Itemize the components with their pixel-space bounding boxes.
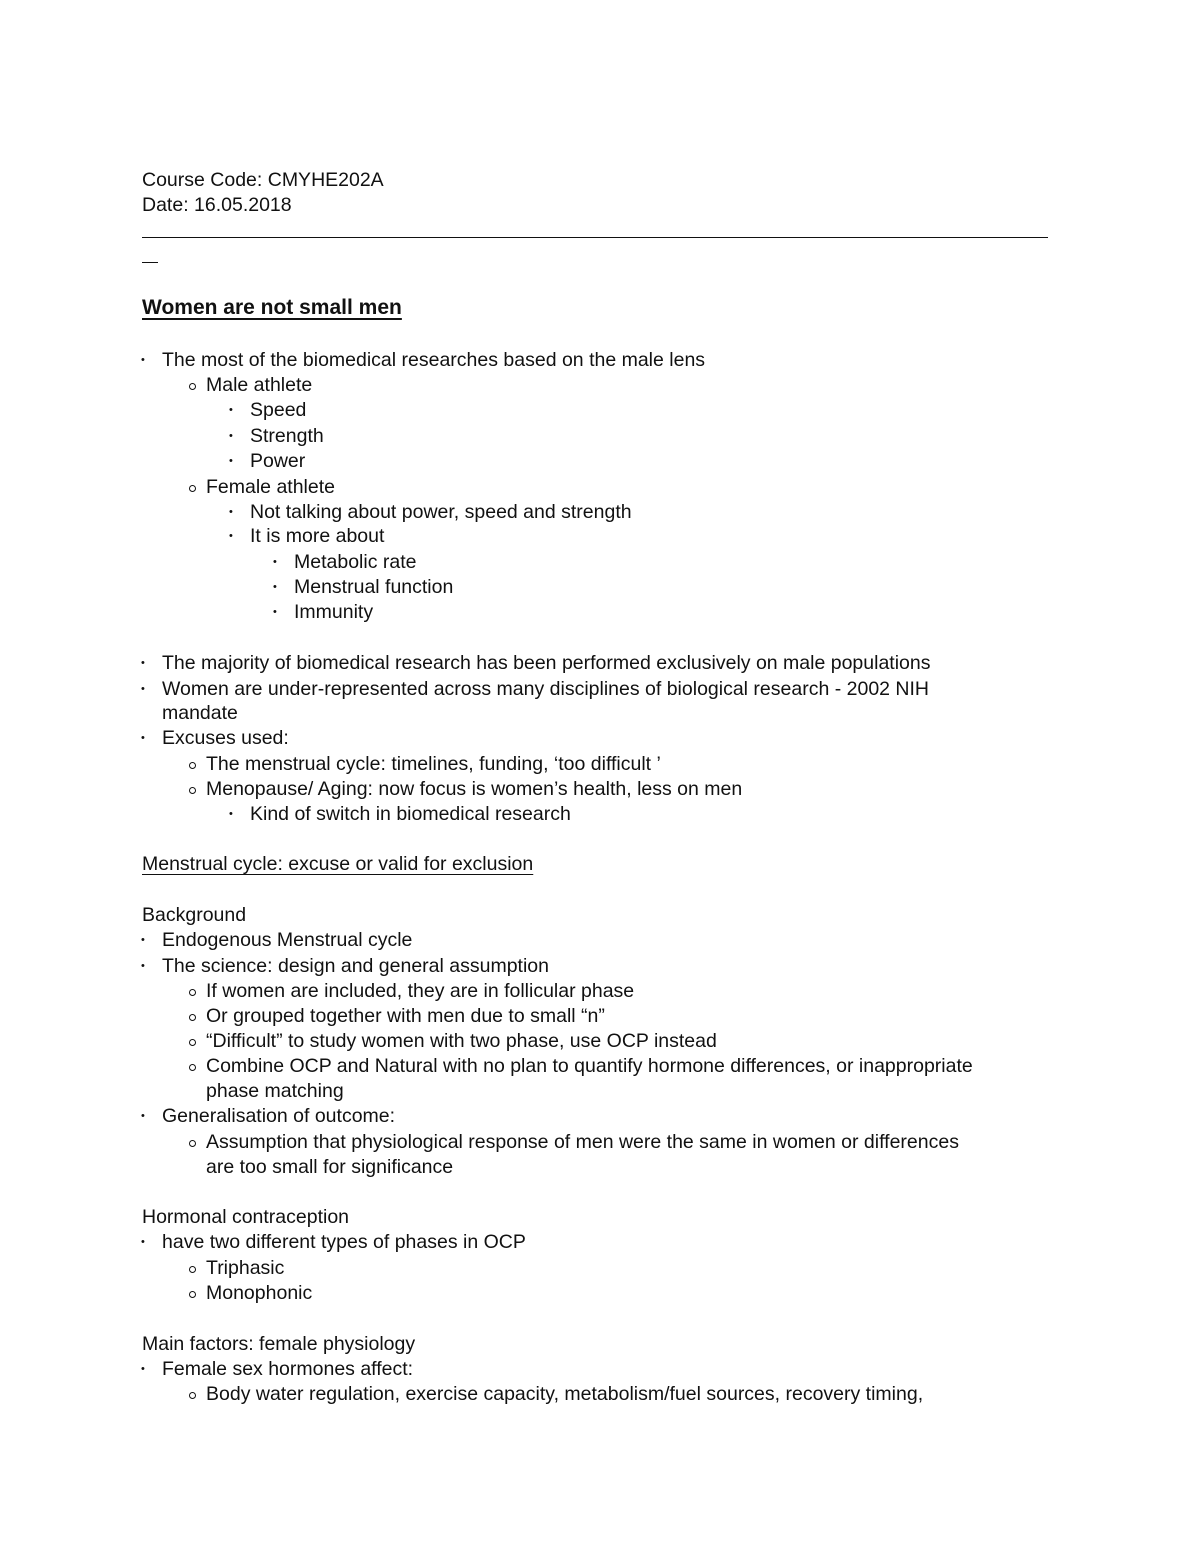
divider-line-continuation [142, 262, 158, 263]
list-item: Body water regulation, exercise capacity, metabolism/fuel sources, recovery timing, [206, 1383, 924, 1405]
list-item: • Immunity [294, 600, 373, 624]
list-item: Male athlete [206, 374, 313, 396]
list-item-continuation: phase matching [206, 1080, 344, 1102]
list-item: Female athlete [206, 476, 335, 498]
list-item: • The majority of biomedical research has been performed exclusively on male populations [162, 651, 930, 675]
list-item: • Speed [250, 398, 306, 422]
list-item-continuation: mandate [162, 702, 238, 724]
list-item: • Excuses used: [162, 726, 289, 750]
divider-line [142, 237, 1048, 238]
list-item: • Women are under-represented across many disciplines of biological research - 2002 NIH [162, 677, 929, 701]
list-item: • Power [250, 449, 305, 473]
list-item: • The science: design and general assumption [162, 954, 549, 978]
list-item: • Endogenous Menstrual cycle [162, 928, 412, 952]
list-item: Menopause/ Aging: now focus is women’s health, less on men [206, 778, 743, 800]
list-item: If women are included, they are in follicular phase [206, 980, 635, 1002]
list-item: “Difficult” to study women with two phase, use OCP instead [206, 1030, 717, 1052]
list-item: • Strength [250, 424, 324, 448]
list-item: • Generalisation of outcome: [162, 1104, 395, 1128]
list-item: • Metabolic rate [294, 550, 416, 574]
list-item: • Menstrual function [294, 575, 453, 599]
list-item: Or grouped together with men due to small “n” [206, 1005, 605, 1027]
course-code: Course Code: CMYHE202A [142, 169, 384, 191]
section-heading: Background [142, 904, 247, 926]
list-item: • It is more about [250, 524, 384, 548]
list-item: Assumption that physiological response of men were the same in women or differences [206, 1131, 959, 1153]
list-item: • have two different types of phases in OCP [162, 1230, 526, 1254]
list-item: • Kind of switch in biomedical research [250, 802, 571, 826]
list-item-continuation: are too small for significance [206, 1156, 454, 1178]
date: Date: 16.05.2018 [142, 194, 292, 216]
list-item: Monophonic [206, 1282, 313, 1304]
section-heading: Hormonal contraception [142, 1206, 350, 1228]
list-item: • Female sex hormones affect: [162, 1357, 413, 1381]
list-item: • The most of the biomedical researches based on the male lens [162, 348, 705, 372]
list-item: Combine OCP and Natural with no plan to quantify hormone differences, or inappropriate [206, 1055, 973, 1077]
section-heading: Menstrual cycle: excuse or valid for exclusion [142, 853, 534, 875]
page-title: Women are not small men [142, 296, 402, 319]
list-item: The menstrual cycle: timelines, funding, ‘too difficult ’ [206, 753, 661, 775]
section-heading: Main factors: female physiology [142, 1333, 416, 1355]
list-item: Triphasic [206, 1257, 285, 1279]
list-item: • Not talking about power, speed and strength [250, 500, 632, 524]
